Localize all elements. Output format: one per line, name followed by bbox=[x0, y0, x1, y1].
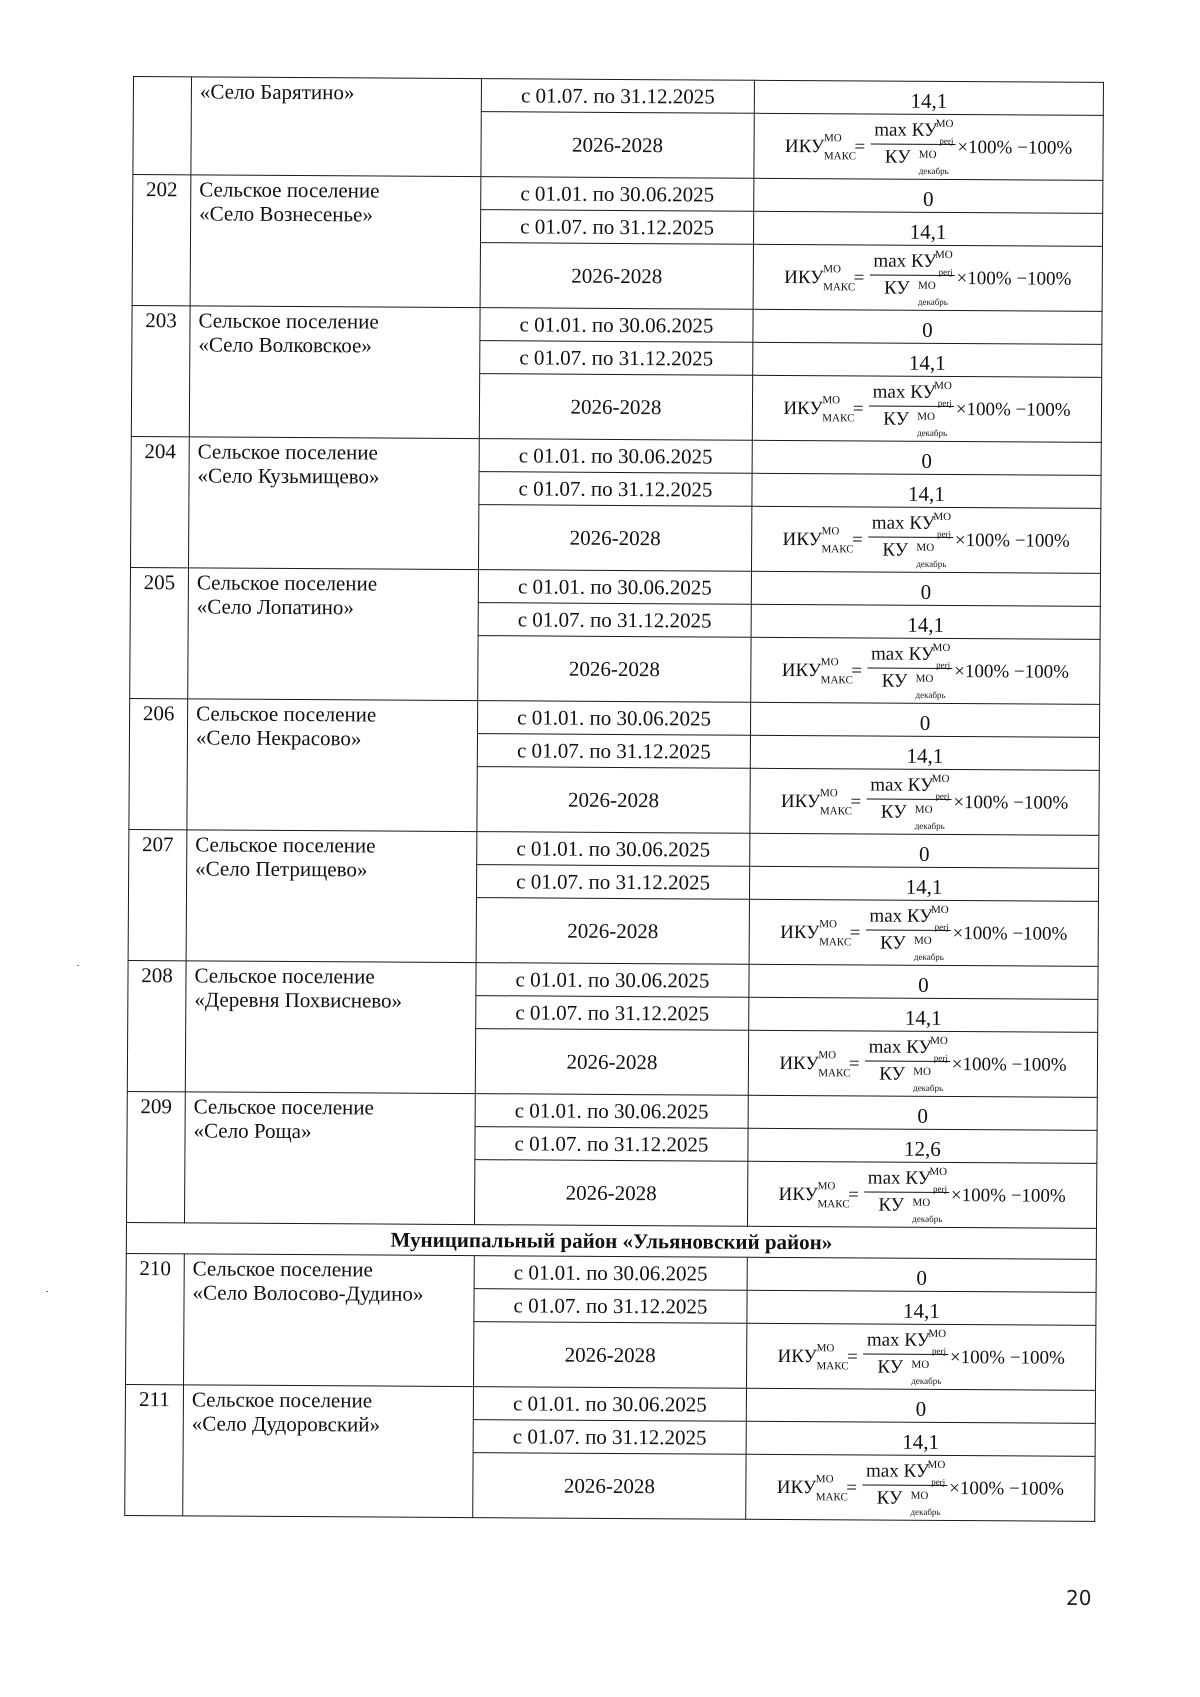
settlement-name-cell bbox=[186, 830, 477, 963]
table-row bbox=[127, 1091, 1097, 1130]
settlement-name: «Село Петрищево» bbox=[195, 856, 368, 882]
value-cell: 14,1 bbox=[749, 997, 1098, 1032]
formula-cell bbox=[747, 1161, 1096, 1228]
row-number-cell bbox=[133, 77, 192, 175]
value-cell: 0 bbox=[750, 833, 1099, 868]
table-row bbox=[129, 829, 1099, 868]
table-row bbox=[131, 436, 1101, 475]
table-row bbox=[129, 698, 1099, 737]
settlement-name-cell bbox=[188, 437, 479, 570]
scan-speck bbox=[77, 965, 79, 966]
value-cell: 0 bbox=[753, 309, 1102, 344]
settlement-type: Сельское поселение bbox=[193, 1094, 374, 1120]
index-formula: ИКУ МО МАКС = max КУ МО perj КУ МО декабрь ×100% −100% bbox=[777, 1327, 1065, 1386]
index-formula: ИКУ МО МАКС = max КУ МО perj КУ МО декабрь ×100% −100% bbox=[776, 1458, 1065, 1517]
formula-cell bbox=[746, 1323, 1095, 1390]
formula-cell bbox=[753, 244, 1102, 311]
row-number: 208 bbox=[127, 960, 186, 1091]
index-formula: ИКУ МО МАКС = max КУ МО perj КУ МО декабрь ×100% −100% bbox=[781, 641, 1070, 700]
period-cell: с 01.01. по 30.06.2025 bbox=[480, 308, 753, 343]
index-formula: ИКУ МО МАКС = max КУ МО perj КУ МО декабрь ×100% −100% bbox=[784, 248, 1072, 307]
period-cell: с 01.01. по 30.06.2025 bbox=[477, 701, 750, 736]
index-formula: ИКУ МО МАКС = max КУ МО perj КУ МО декабрь ×100% −100% bbox=[783, 379, 1071, 438]
period-cell: с 01.01. по 30.06.2025 bbox=[478, 570, 751, 605]
settlement-name: «Село Барятино» bbox=[199, 79, 355, 105]
formula-cell bbox=[748, 1030, 1097, 1097]
settlement-type: Сельское поселение bbox=[192, 1256, 373, 1282]
settlement-type: Сельское поселение bbox=[196, 570, 378, 596]
period-cell: с 01.07. по 31.12.2025 bbox=[481, 79, 754, 114]
value-cell: 0 bbox=[749, 964, 1098, 999]
value-cell: 14,1 bbox=[751, 604, 1100, 639]
period-cell: с 01.07. по 31.12.2025 bbox=[473, 1420, 746, 1455]
settlement-name: «Село Некрасово» bbox=[195, 725, 362, 751]
settlement-name: «Село Кузьмищево» bbox=[197, 463, 380, 489]
formula-cell bbox=[749, 899, 1098, 966]
period-cell: с 01.07. по 31.12.2025 bbox=[479, 472, 752, 507]
period-cell: с 01.01. по 30.06.2025 bbox=[475, 1094, 748, 1129]
period-cell: с 01.07. по 31.12.2025 bbox=[480, 341, 753, 376]
table-row bbox=[125, 1384, 1095, 1423]
row-number: 205 bbox=[130, 567, 189, 698]
row-number: 202 bbox=[132, 175, 191, 306]
value-cell: 0 bbox=[748, 1095, 1097, 1130]
settlement-name-cell bbox=[188, 568, 479, 701]
formula-cell bbox=[750, 768, 1099, 835]
period-cell: с 01.07. по 31.12.2025 bbox=[477, 734, 750, 769]
settlement-name: «Село Волковское» bbox=[198, 332, 372, 358]
value-cell: 14,1 bbox=[753, 342, 1102, 377]
value-cell: 14,1 bbox=[754, 80, 1103, 115]
settlement-name-cell bbox=[185, 961, 476, 1094]
settlement-type: Сельское поселение bbox=[198, 308, 379, 334]
settlement-type: Сельское поселение bbox=[195, 832, 376, 858]
period-cell: 2026-2028 bbox=[474, 1160, 747, 1227]
settlement-name-cell bbox=[190, 175, 481, 308]
settlement-name: «Село Волосово-Дудино» bbox=[192, 1280, 424, 1306]
scan-speck bbox=[46, 1291, 48, 1292]
settlement-name: «Село Вознесенье» bbox=[199, 201, 373, 227]
settlement-name-cell bbox=[183, 1385, 474, 1518]
tariff-index-table bbox=[124, 76, 1104, 1522]
table-row-top-a bbox=[133, 77, 1103, 116]
period-cell: с 01.01. по 30.06.2025 bbox=[476, 963, 749, 998]
settlement-name-cell bbox=[184, 1092, 475, 1225]
settlement-name: «Село Роща» bbox=[193, 1118, 312, 1144]
value-cell: 14,1 bbox=[747, 1290, 1096, 1325]
value-cell: 14,1 bbox=[753, 211, 1102, 246]
period-cell: с 01.01. по 30.06.2025 bbox=[477, 832, 750, 867]
settlement-name-cell bbox=[187, 699, 478, 832]
formula-cell bbox=[751, 637, 1100, 704]
table-body bbox=[125, 77, 1104, 1522]
table-row bbox=[132, 305, 1102, 344]
row-number: 209 bbox=[126, 1091, 185, 1222]
value-cell: 14,1 bbox=[750, 735, 1099, 770]
period-cell: 2026-2028 bbox=[476, 898, 749, 965]
settlement-name: «Деревня Похвиснево» bbox=[194, 987, 403, 1013]
table-row bbox=[128, 960, 1098, 999]
period-cell: с 01.01. по 30.06.2025 bbox=[479, 439, 752, 474]
settlement-type: Сельское поселение bbox=[199, 177, 380, 203]
value-cell: 12,6 bbox=[748, 1128, 1097, 1163]
settlement-name: «Село Лопатино» bbox=[196, 594, 355, 620]
value-cell: 0 bbox=[752, 440, 1101, 475]
row-number: 206 bbox=[129, 698, 188, 829]
table-row bbox=[126, 1253, 1096, 1292]
period-cell: 2026-2028 bbox=[479, 374, 752, 441]
settlement-name-cell bbox=[191, 77, 482, 177]
index-formula: ИКУ МО МАКС = max КУ МО perj КУ МО декабрь ×100% −100% bbox=[779, 1034, 1067, 1093]
period-cell: с 01.07. по 31.12.2025 bbox=[480, 210, 753, 245]
settlement-name: «Село Дудоровский» bbox=[191, 1411, 381, 1437]
row-number: 203 bbox=[131, 305, 190, 436]
index-formula: ИКУ МО МАКС = max КУ МО perj КУ МО декабрь ×100% −100% bbox=[780, 772, 1069, 831]
period-cell: с 01.07. по 31.12.2025 bbox=[476, 996, 749, 1031]
settlement-name-cell bbox=[184, 1254, 475, 1387]
settlement-type: Сельское поселение bbox=[197, 439, 378, 465]
section-heading: Муниципальный район «Ульяновский район» bbox=[126, 1222, 1096, 1259]
value-cell: 0 bbox=[747, 1257, 1096, 1292]
period-cell: 2026-2028 bbox=[480, 243, 753, 310]
period-cell: с 01.07. по 31.12.2025 bbox=[474, 1289, 747, 1324]
value-cell: 14,1 bbox=[746, 1421, 1095, 1456]
settlement-name-cell bbox=[189, 306, 480, 439]
value-cell: 0 bbox=[751, 571, 1100, 606]
settlement-type: Сельское поселение bbox=[196, 701, 377, 727]
index-formula: ИКУ МО МАКС = max КУ МО perj КУ МО декабрь ×100% −100% bbox=[784, 117, 1073, 176]
row-number: 211 bbox=[125, 1384, 184, 1515]
index-formula: ИКУ МО МАКС = max КУ МО perj КУ МО декабрь ×100% −100% bbox=[778, 1165, 1066, 1224]
value-cell: 14,1 bbox=[752, 473, 1101, 508]
settlement-type: Сельское поселение bbox=[194, 963, 375, 989]
period-cell: 2026-2028 bbox=[473, 1453, 746, 1520]
page-number: 20 bbox=[1066, 1586, 1092, 1610]
period-cell: 2026-2028 bbox=[477, 767, 750, 834]
value-cell: 14,1 bbox=[749, 866, 1098, 901]
period-cell: 2026-2028 bbox=[478, 505, 751, 572]
period-cell: с 01.01. по 30.06.2025 bbox=[473, 1387, 746, 1422]
period-cell: 2026-2028 bbox=[475, 1029, 748, 1096]
period-cell: 2026-2028 bbox=[474, 1322, 747, 1389]
period-cell: с 01.01. по 30.06.2025 bbox=[481, 177, 754, 212]
settlement-type: Сельское поселение bbox=[191, 1387, 373, 1413]
formula-cell bbox=[746, 1454, 1095, 1521]
period-cell: с 01.07. по 31.12.2025 bbox=[478, 603, 751, 638]
table-row bbox=[133, 175, 1103, 214]
period-cell: с 01.01. по 30.06.2025 bbox=[474, 1256, 747, 1291]
period-cell: 2026-2028 bbox=[481, 112, 754, 179]
formula-cell bbox=[752, 375, 1101, 442]
period-cell: 2026-2028 bbox=[478, 636, 751, 703]
value-cell: 0 bbox=[750, 702, 1099, 737]
index-formula: ИКУ МО МАКС = max КУ МО perj КУ МО декабрь ×100% −100% bbox=[782, 510, 1070, 569]
value-cell: 0 bbox=[746, 1388, 1095, 1423]
index-formula: ИКУ МО МАКС = max КУ МО perj КУ МО декабрь ×100% −100% bbox=[780, 903, 1068, 962]
value-cell: 0 bbox=[754, 178, 1103, 213]
period-cell: с 01.07. по 31.12.2025 bbox=[476, 865, 749, 900]
row-number: 210 bbox=[126, 1253, 185, 1384]
formula-cell bbox=[754, 113, 1103, 180]
row-number: 207 bbox=[128, 829, 187, 960]
row-number: 204 bbox=[130, 436, 189, 567]
table-row bbox=[130, 567, 1100, 606]
period-cell: с 01.07. по 31.12.2025 bbox=[475, 1127, 748, 1162]
formula-cell bbox=[751, 506, 1100, 573]
